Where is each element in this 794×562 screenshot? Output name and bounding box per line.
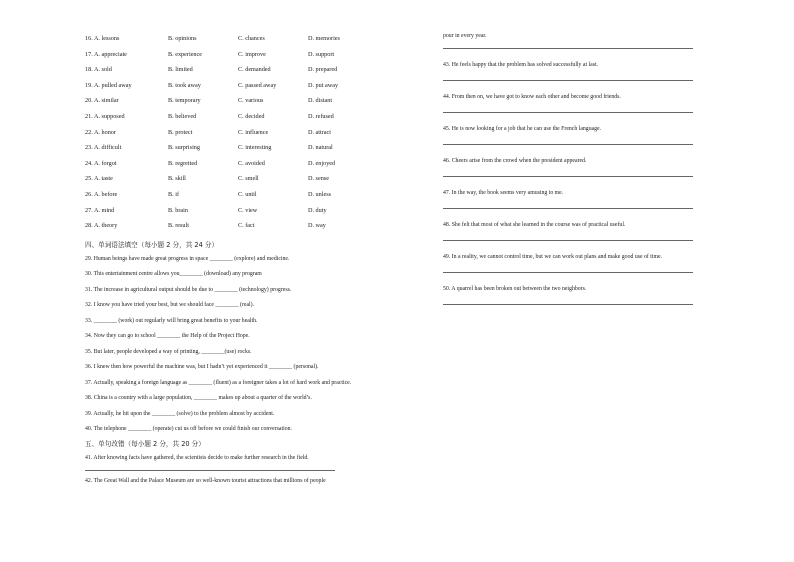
mc-options [85,31,405,234]
option-c: C. smell [238,175,259,183]
question-item: 47. In the way, the book seems very amusing to me. [443,190,564,196]
option-d: D. refused [308,112,334,120]
option-b: B. skill [168,175,186,183]
mc-row [85,187,405,203]
question-item: 36. I knew then how powerful the machine was, but I hadn’t yet experienced it ________ (personal). [85,364,319,371]
option-a: 16. A. lessons [85,35,120,42]
option-b: B. surprising [168,144,200,152]
question-item: 35. But later, people developed a way of printing, ________(use) rocks. [85,348,252,355]
mc-row [85,47,405,63]
option-a: 28. A. theory [85,222,118,230]
answer-line[interactable] [443,240,693,241]
option-b: B. temporary [168,97,201,105]
question-item: 38. China is a country with a large population, ________ makes up about a quarter of the world’s. [85,395,312,402]
mc-row [85,218,405,234]
section5-title: 五、单句改错（每小题 2 分，共 20 分） [85,439,205,448]
section4-items [85,252,405,438]
answer-line[interactable] [443,304,693,305]
question-item: 40. The telephone ________ (operate) cut us off before we could finish our conversation. [85,426,292,433]
question-item: 32. I know you have tried your best, but we should face ________ (real). [85,302,255,309]
answer-line[interactable] [85,470,335,471]
mc-row [85,156,405,172]
option-b: B. brain [168,206,188,214]
option-a: 22. A. honor [85,128,116,136]
option-a: 26. A. before [85,190,118,198]
question-item: 33. ________ (work) out regularly will bring great benefits to your health. [85,317,258,324]
mc-row [85,140,405,156]
option-b: B. believed [168,112,197,120]
question-item: 50. A quarrel has been broken out between the two neighbors. [443,286,587,292]
option-c: C. fact [238,222,255,230]
question-item: 44. From then on, we have got to know each other and become good friends. [443,94,621,100]
answer-line[interactable] [443,48,693,49]
option-d: D. sense [308,175,329,183]
option-b: B. regretted [168,159,198,167]
option-d: D. attract [308,128,332,136]
question-item: 39. Actually, he hit upon the ________ (solve) to the problem almost by accident. [85,410,275,417]
option-b: B. took away [168,81,201,89]
option-b: B. protect [168,128,193,136]
option-a: 27. A. mind [85,206,115,214]
question-item: 49. In a reality, we cannot control time, but we can work out plans and make good use of time. [443,254,663,260]
option-d: D. distant [308,97,333,105]
mc-row [85,171,405,187]
option-a: 23. A. difficult [85,144,122,152]
option-c: C. decided [238,112,265,120]
option-c: C. passed away [238,81,277,89]
answer-line[interactable] [443,176,693,177]
left-column [85,31,405,490]
option-d: D. natural [308,144,333,152]
question-item: 43. He feels happy that the problem has solved successfully at last. [443,62,599,68]
option-b: B. if [168,190,180,198]
question-item: 41. After knowing facts have gathered, the scientists decide to make further research in the field. [85,454,309,461]
mc-row [85,31,405,47]
answer-line[interactable] [443,112,693,113]
answer-line[interactable] [443,80,693,81]
option-c: C. interesting [238,144,272,152]
question-item: 34. Now they can go to school ________ the Help of the Project Hope. [85,333,250,340]
option-c: C. avoided [238,159,265,167]
question-item: 42. The Great Wall and the Palace Museum are so well-known tourist attractions that millions of people [85,478,326,485]
option-d: D. support [308,50,335,58]
section4-title: 四、单词语法填空（每小题 2 分，共 24 分） [85,240,219,249]
option-d: D. duty [308,206,327,214]
mc-row [85,125,405,141]
option-b: B. limited [168,66,193,74]
option-b: B. opinions [168,35,197,42]
option-a: 18. A. sold [85,66,112,74]
answer-line[interactable] [443,144,693,145]
question-item: 37. Actually, speaking a foreign language as ________ (fluent) as a foreigner takes a lot of hard work and practice. [85,379,352,386]
option-c: C. improve [238,50,266,58]
option-c: C. view [238,206,258,214]
mc-row [85,203,405,219]
option-b: B. experience [168,50,203,58]
option-a: 24. A. forgot [85,159,117,167]
option-c: C. influence [238,128,269,136]
option-b: B. result [168,222,189,230]
option-a: 21. A. supposed [85,112,125,120]
right-column [443,31,708,316]
option-c: C. demanded [238,66,271,74]
question-item: 48. She felt that most of what she learned in the course was of practical useful. [443,222,626,228]
question-item: 29. Human beings have made great progress in space ________ (explore) and medicine. [85,255,290,262]
option-d: D. enjoyed [308,159,336,167]
option-a: 25. A. taste [85,175,113,183]
mc-row [85,62,405,78]
option-c: C. until [238,190,257,198]
option-c: C. chances [238,35,265,42]
option-a: 20. A. similar [85,97,119,105]
option-c: C. various [238,97,264,105]
option-a: 19. A. pulled away [85,81,132,89]
option-d: D. memories [308,35,340,42]
option-d: D. unless [308,190,332,198]
question-item: 46. Cheers arise from the crowd when the president appeared. [443,158,587,164]
mc-row [85,78,405,94]
answer-line[interactable] [443,208,693,209]
answer-line[interactable] [443,272,693,273]
question-item: 30. This entertainment centre allows you________ (download) any program [85,271,262,278]
question-item: 45. He is now looking for a job that he can use the French language. [443,126,602,132]
option-d: D. way [308,222,326,230]
mc-row [85,109,405,125]
mc-row [85,93,405,109]
question-continuation: pour in every year. [443,33,487,39]
option-a: 17. A. appreciate [85,50,127,58]
question-item: 31. The increase in agricultural output should be due to ________ (technology) progress. [85,286,292,293]
option-d: D. prepared [308,66,338,74]
option-d: D. put away [308,81,339,89]
